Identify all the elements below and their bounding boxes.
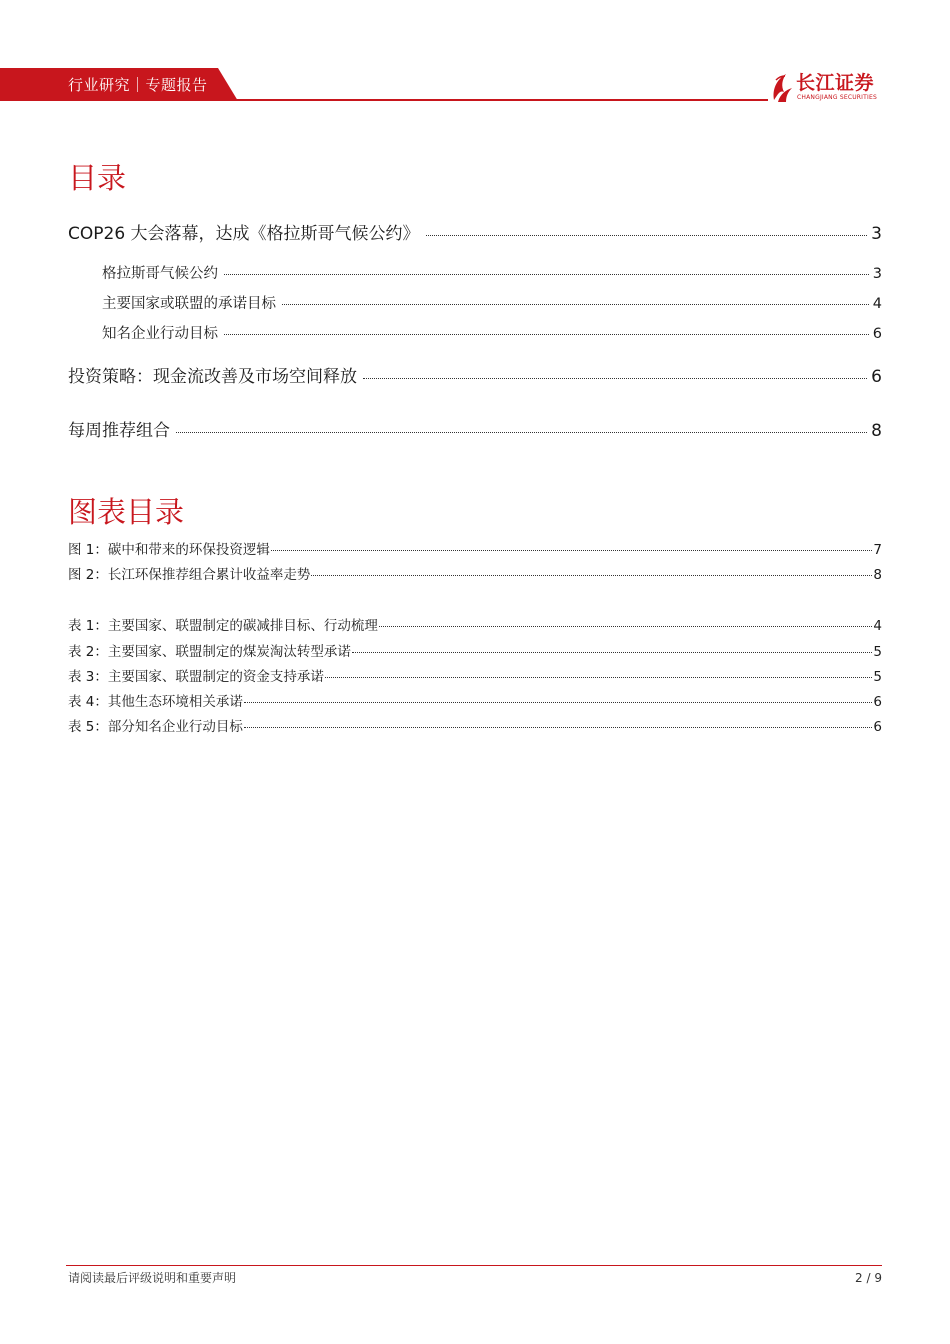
toc-entry-page: 3	[872, 266, 882, 282]
figure-toc-title: 图表目录	[68, 495, 185, 529]
table-toc-label: 表 5：部分知名企业行动目标	[68, 719, 243, 735]
table-toc-page: 6	[873, 694, 882, 710]
table-toc-entry[interactable]	[68, 668, 882, 687]
toc-entry-page: 4	[872, 296, 882, 312]
toc-leader	[176, 432, 867, 433]
table-toc-entry[interactable]	[68, 617, 882, 636]
brand-logo	[770, 70, 885, 104]
header-divider	[230, 99, 768, 101]
toc-entry-label: COP26 大会落幕，达成《格拉斯哥气候公约》	[68, 224, 420, 244]
table-toc-entry[interactable]	[68, 643, 882, 662]
toc-leader	[244, 702, 873, 703]
toc-entry-label: 每周推荐组合	[68, 421, 170, 441]
toc-leader	[244, 727, 873, 728]
toc-entry-page: 3	[871, 224, 882, 244]
toc-leader	[271, 550, 873, 551]
report-category: 行业研究｜专题报告	[68, 76, 208, 94]
footer-divider	[66, 1265, 882, 1266]
brand-name-en: CHANGJIANG SECURITIES	[797, 94, 877, 101]
table-toc-page: 4	[873, 618, 882, 634]
table-toc-label: 表 2：主要国家、联盟制定的煤炭淘汰转型承诺	[68, 644, 351, 660]
table-toc-page: 6	[873, 719, 882, 735]
table-toc-page: 5	[873, 644, 882, 660]
table-toc-entry[interactable]	[68, 718, 882, 737]
toc-leader	[224, 274, 869, 275]
footer-disclaimer: 请阅读最后评级说明和重要声明	[68, 1271, 237, 1285]
table-toc-page: 5	[873, 669, 882, 685]
toc-leader	[379, 626, 873, 627]
toc-entry[interactable]	[102, 324, 882, 344]
figure-toc-entry[interactable]	[68, 566, 882, 585]
toc-entry-page: 8	[871, 421, 882, 441]
toc-leader	[325, 677, 873, 678]
figure-toc-label: 图 1：碳中和带来的环保投资逻辑	[68, 542, 270, 558]
toc-entry[interactable]	[68, 419, 882, 443]
page-number: 2 / 9	[855, 1271, 882, 1285]
toc-entry-label: 主要国家或联盟的承诺目标	[102, 296, 276, 312]
toc-leader	[352, 652, 873, 653]
table-toc-label: 表 1：主要国家、联盟制定的碳减排目标、行动梳理	[68, 618, 378, 634]
toc-entry[interactable]	[68, 222, 882, 246]
table-toc-label: 表 3：主要国家、联盟制定的资金支持承诺	[68, 669, 324, 685]
page-header	[0, 0, 950, 110]
toc-leader	[282, 304, 869, 305]
toc-entry-label: 投资策略：现金流改善及市场空间释放	[68, 367, 357, 387]
toc-title: 目录	[68, 161, 127, 195]
figure-toc-page: 7	[873, 542, 882, 558]
toc-entry[interactable]	[68, 365, 882, 389]
toc-entry-label: 知名企业行动目标	[102, 326, 218, 342]
figure-toc-label: 图 2：长江环保推荐组合累计收益率走势	[68, 567, 311, 583]
table-toc-label: 表 4：其他生态环境相关承诺	[68, 694, 243, 710]
brand-mark-icon	[770, 70, 794, 104]
brand-name-cn: 长江证券	[796, 72, 875, 94]
toc-leader	[363, 378, 867, 379]
table-toc-entry[interactable]	[68, 693, 882, 712]
toc-entry-page: 6	[871, 367, 882, 387]
toc-entry[interactable]	[102, 264, 882, 284]
figure-toc-entry[interactable]	[68, 541, 882, 560]
figure-toc-page: 8	[873, 567, 882, 583]
toc-leader	[426, 235, 868, 236]
toc-entry-page: 6	[872, 326, 882, 342]
toc-leader	[224, 334, 869, 335]
toc-leader	[311, 575, 872, 576]
toc-entry-label: 格拉斯哥气候公约	[102, 266, 218, 282]
toc-entry[interactable]	[102, 294, 882, 314]
